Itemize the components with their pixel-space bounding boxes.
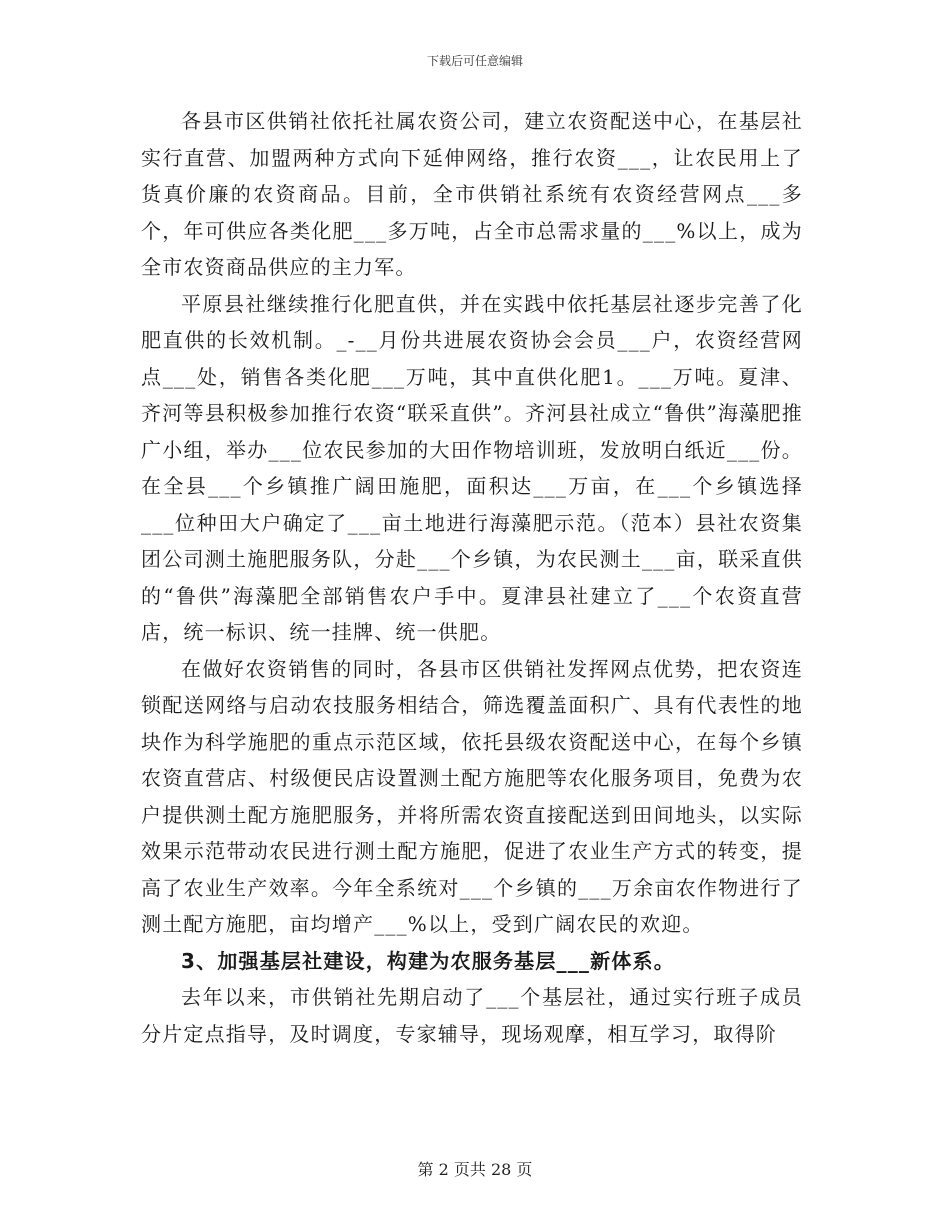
page-header: 下载后可任意编辑 — [426, 54, 523, 68]
paragraph-3: 在做好农资销售的同时，各县市区供销社发挥网点优势，把农资连锁配送网络与启动农技服务相结合，筛选覆盖面积广、具有代表性的地块作为科学施肥的重点示范区域，依托县级农资配送中心，在每个乡镇农资直营店、村级便民店设置测土配方施肥等农化服务项目，免费为农户提供测土配方施肥服务，并将所需农资直接配送到田间地头，以实际效果示范带动农民进行测土配方施肥，促进了农业生产方式的转变，提高了农业生产效率。今年全系统对___个乡镇的___万余亩农作物进行了测土配方施肥，亩均增产___%以上，受到广阔农民的欢迎。 — [141, 656, 803, 936]
section-heading: 3、加强基层社建设，构建为农服务基层___新体系。 — [181, 948, 675, 973]
paragraph-1: 各县市区供销社依托社属农资公司，建立农资配送中心，在基层社实行直营、加盟两种方式向下延伸网络，推行农资___，让农民用上了货真价廉的农资商品。目前，全市供销社系统有农资经营网点___多个，年可供应各类化肥___多万吨，占全市总需求量的___%以上，成为全市农资商品供应的主力军。 — [141, 109, 803, 279]
paragraph-4: 去年以来，市供销社先期启动了___个基层社，通过实行班子成员分片定点指导，及时调度，专家辅导，现场观摩，相互学习，取得阶 — [141, 985, 803, 1046]
paragraph-2: 平原县社继续推行化肥直供，并在实践中依托基层社逐步完善了化肥直供的长效机制。_-__月份共进展农资协会会员___户，农资经营网点___处，销售各类化肥___万吨，其中直供化肥1。___万吨。夏津、齐河等县积极参加推行农资“联采直供”。齐河县社成立“鲁供”海藻肥推广小组，举办___位农民参加的大田作物培训班，发放明白纸近___份。在全县___个乡镇推广阔田施肥，面积达___万亩，在___个乡镇选择___位种田大户确定了___亩土地进行海藻肥示范。（范本）县社农资集团公司测土施肥服务队，分赴___个乡镇，为农民测土___亩，联采直供的“鲁供”海藻肥全部销售农户手中。夏津县社建立了___个农资直营店，统一标识、统一挂牌、统一供肥。 — [141, 291, 803, 644]
page-footer: 第 2 页共 28 页 — [417, 1160, 533, 1179]
document-body — [141, 103, 803, 1052]
